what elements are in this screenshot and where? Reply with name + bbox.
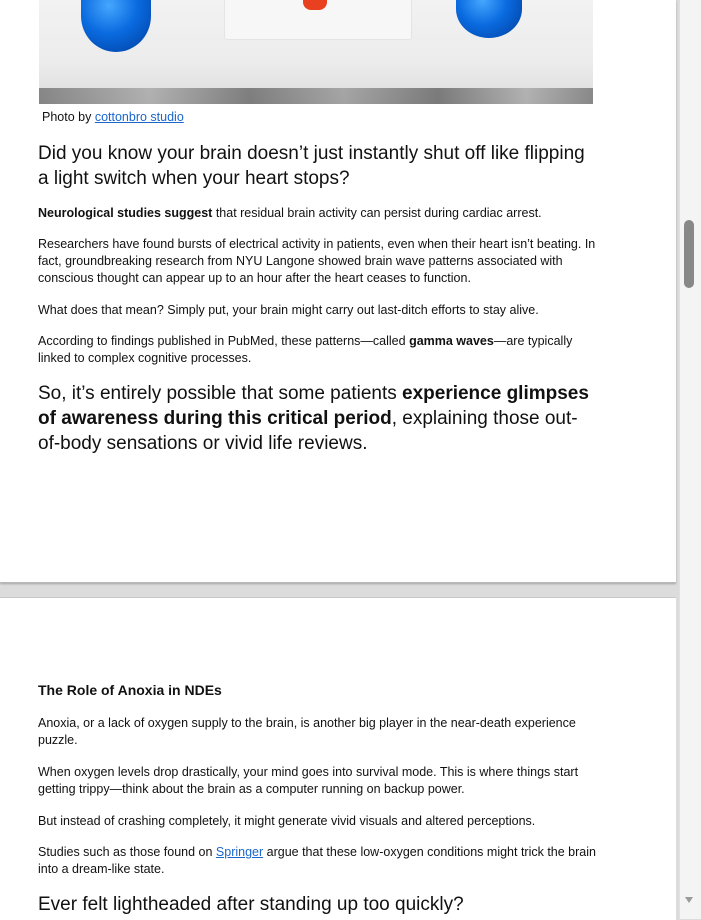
blue-flask-right xyxy=(456,0,522,38)
article-photo xyxy=(39,0,593,104)
pull-quote-bold: experience glimpses of awareness during this critical period xyxy=(38,383,589,429)
red-object xyxy=(303,0,327,10)
vertical-scrollbar[interactable] xyxy=(679,0,701,919)
scroll-down-arrow-icon[interactable] xyxy=(685,897,693,903)
paragraph-meaning: What does that mean? Simply put, your brain might carry out last-ditch efforts to stay alive. xyxy=(38,303,539,317)
paragraph-oxygen: When oxygen levels drop drastically, your mind goes into survival mode. This is where things start getting trippy—think about the brain as a computer running on backup power. xyxy=(38,765,579,796)
gamma-waves-bold: gamma waves xyxy=(409,334,494,348)
section-heading-question: Did you know your brain doesn’t just instantly shut off like flipping a light switch when your heart stops? xyxy=(38,143,585,189)
paragraph-springer: Studies such as those found on Springer argue that these low-oxygen conditions might trick the brain into a dream-like state. xyxy=(38,845,596,876)
springer-link[interactable]: Springer xyxy=(215,845,264,859)
photo-caption xyxy=(42,110,184,124)
section-heading-anoxia: The Role of Anoxia in NDEs xyxy=(38,682,222,698)
blue-flask-left xyxy=(81,0,151,52)
paragraph-crashing: But instead of crashing completely, it might generate vivid visuals and altered perceptions. xyxy=(38,814,536,828)
scrollbar-thumb[interactable] xyxy=(684,220,694,288)
document-page-2 xyxy=(0,597,676,920)
photo-credit-link[interactable]: cottonbro studio xyxy=(94,110,184,124)
paragraph-anoxia: Anoxia, or a lack of oxygen supply to the brain, is another big player in the near-death experience puzzle. xyxy=(38,716,576,747)
pull-quote: So, it’s entirely possible that some patients experience glimpses of awareness during this critical period, explaining those out-of-body sensations or vivid life reviews. xyxy=(38,383,589,454)
paragraph-gamma-waves: According to findings published in PubMed, these patterns—called gamma waves—are typically linked to complex cognitive processes. xyxy=(38,334,573,365)
caption-prefix: Photo by xyxy=(42,110,95,124)
bold-phrase: Neurological studies suggest xyxy=(38,206,213,220)
paragraph-research: Researchers have found bursts of electrical activity in patients, even when their heart isn’t beating. In fact, groundbreaking research from NYU Langone showed brain wave patterns associated with conscious thought can appear up to an hour after the heart ceases to function. xyxy=(38,237,596,285)
paragraph-neurological: Neurological studies suggest that residual brain activity can persist during cardiac arrest. xyxy=(38,206,542,220)
smoke-haze xyxy=(39,88,593,104)
section-question-lightheaded: Ever felt lightheaded after standing up too quickly? xyxy=(38,894,464,915)
